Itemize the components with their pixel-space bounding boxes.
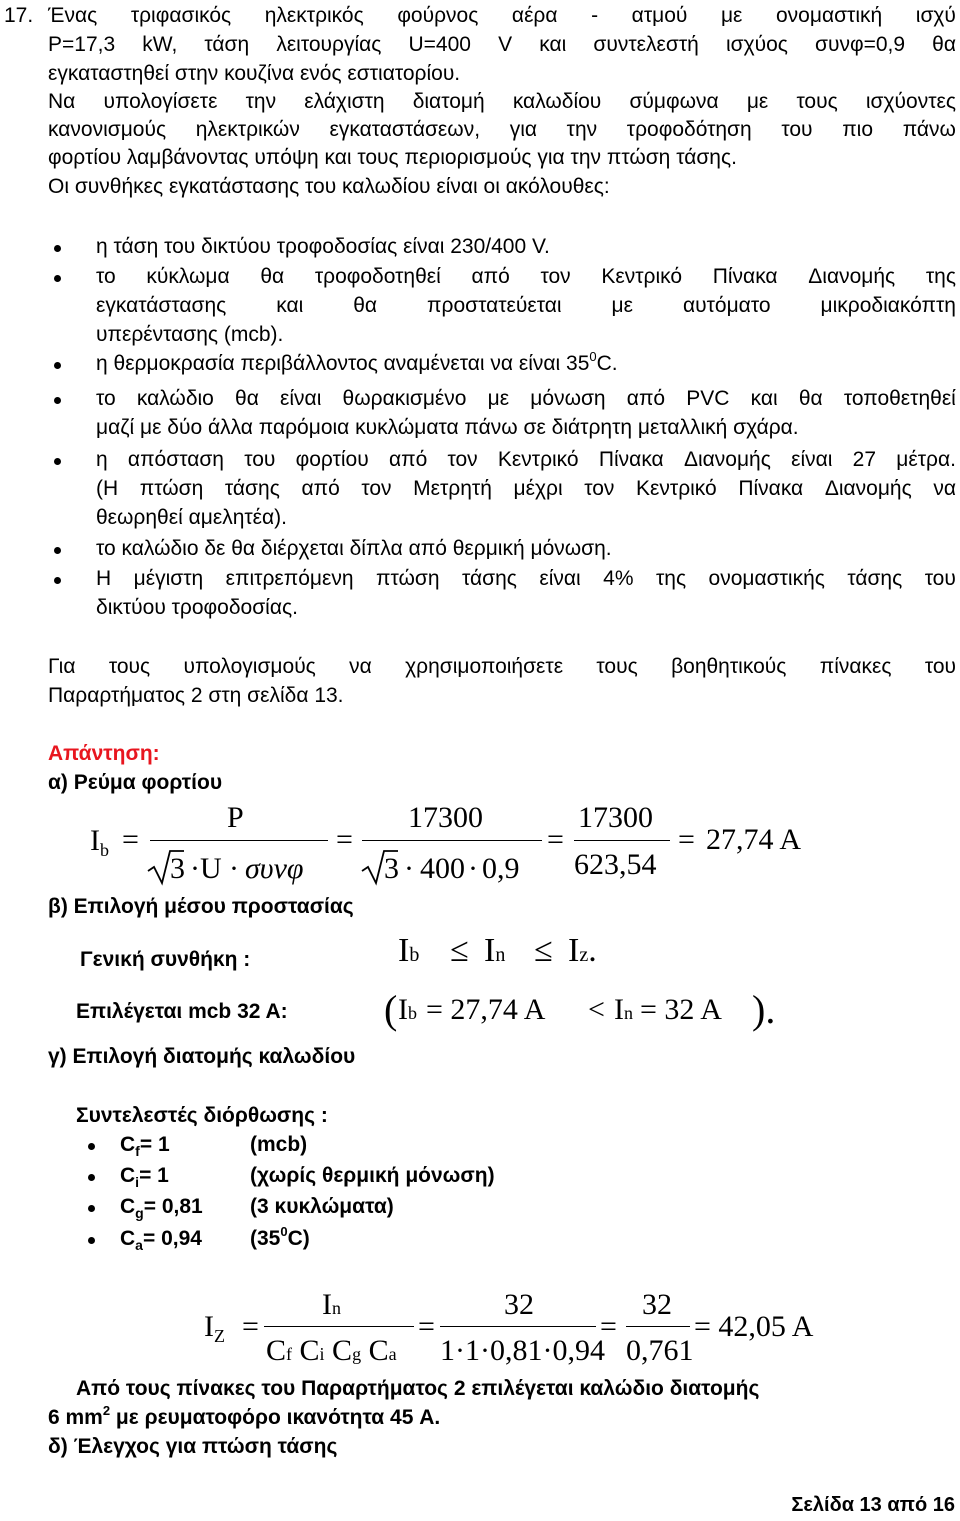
note-post: C) bbox=[287, 1227, 310, 1250]
word: θα bbox=[353, 294, 378, 317]
in-sub: n bbox=[495, 944, 506, 966]
voltage-u: U bbox=[200, 852, 222, 885]
factor-letter: C bbox=[120, 1195, 136, 1218]
word: τάσης bbox=[847, 567, 903, 590]
word: P=17,3 bbox=[48, 33, 116, 56]
word: Για bbox=[48, 655, 76, 678]
iz-letter: I bbox=[568, 932, 580, 969]
load-current-result: 27,74 A bbox=[706, 823, 802, 856]
instructions-line-1 bbox=[48, 655, 956, 679]
word: προστατεύεται bbox=[427, 294, 562, 317]
factor-ci bbox=[120, 1164, 169, 1188]
note-pre: (35 bbox=[250, 1227, 281, 1250]
word: η bbox=[96, 448, 108, 471]
dot-icon: · bbox=[404, 852, 414, 885]
ib-symbol bbox=[90, 824, 109, 858]
condition-distance-line-2 bbox=[96, 477, 956, 501]
temperature-text: η θερμοκρασία περιβάλλοντος αναμένεται να είναι 35 bbox=[96, 352, 590, 375]
word: Η bbox=[96, 567, 112, 590]
word: αέρα bbox=[511, 4, 558, 27]
word: μέτρα. bbox=[896, 448, 956, 471]
question-line-4 bbox=[48, 90, 956, 114]
word: Διανομής bbox=[808, 265, 896, 288]
in-letter: I bbox=[484, 932, 496, 969]
factor-letter: C bbox=[120, 1164, 136, 1187]
word: λειτουργίας bbox=[276, 33, 382, 56]
fraction-bar bbox=[440, 1326, 596, 1327]
ib-sub: b bbox=[100, 840, 109, 860]
word: 27 bbox=[852, 448, 877, 471]
mcb-selection-label: Επιλέγεται mcb 32 A: bbox=[76, 1000, 288, 1023]
word: ονομαστική bbox=[776, 4, 883, 27]
in-value: = 32 A bbox=[640, 993, 722, 1026]
section-c-title: γ) Επιλογή διατομής καλωδίου bbox=[48, 1045, 356, 1068]
word: απόσταση bbox=[127, 448, 224, 471]
word: κύκλωμα bbox=[146, 265, 230, 288]
word: - bbox=[591, 4, 599, 27]
word: τον bbox=[447, 448, 478, 471]
condition-distance-line-1 bbox=[96, 448, 956, 472]
degree-sup: 0 bbox=[589, 349, 597, 364]
condition-distance-line-3: θεωρηθεί αμελητέα). bbox=[96, 506, 288, 529]
fraction-bar bbox=[574, 840, 670, 841]
condition-circuit-line-1 bbox=[96, 265, 956, 289]
denominator-product: 1·1·0,81·0,94 bbox=[440, 1334, 605, 1367]
condition-voltage: η τάση του δικτύου τροφοδοσίας είναι 230/400 V. bbox=[96, 235, 550, 258]
word: Διανομής bbox=[824, 477, 912, 500]
question-line-3: εγκαταστηθεί στην κουζίνα ενός εστιατορίου. bbox=[48, 62, 461, 85]
factor-value: = 1 bbox=[139, 1164, 169, 1187]
word: 4% bbox=[603, 567, 634, 590]
word: τον bbox=[361, 477, 392, 500]
word: του bbox=[244, 448, 276, 471]
fraction-bar bbox=[150, 840, 328, 841]
word: PVC bbox=[686, 387, 730, 410]
word: τάσης bbox=[462, 567, 517, 590]
numerator-in bbox=[322, 1288, 341, 1322]
numerator-17300: 17300 bbox=[578, 801, 653, 834]
in-letter: I bbox=[614, 993, 624, 1026]
conclusion-line-2 bbox=[48, 1403, 441, 1430]
iz-sub: Z bbox=[214, 1326, 225, 1346]
condition-insulation: το καλώδιο δε θα διέρχεται δίπλα από θερμική μόνωση. bbox=[96, 537, 612, 560]
voltage-400: 400 bbox=[420, 852, 465, 885]
factor-sub: a bbox=[135, 1237, 143, 1253]
in-symbol bbox=[614, 993, 633, 1027]
equals-sign: = bbox=[678, 823, 695, 856]
word: τους bbox=[108, 655, 151, 678]
section-b-title: β) Επιλογή μέσου προστασίας bbox=[48, 895, 354, 918]
condition-cable-line-2: μαζί με δύο άλλα παρόμοια κυκλώματα πάνω σε διάτρητη μεταλλική σχάρα. bbox=[96, 416, 799, 439]
word: συνφ=0,9 bbox=[815, 33, 906, 56]
question-number: 17. bbox=[4, 4, 34, 27]
word: τους bbox=[596, 655, 638, 678]
word: συντελεστή bbox=[593, 33, 699, 56]
in-letter: I bbox=[322, 1288, 332, 1321]
word: τάση bbox=[204, 33, 250, 56]
word: το bbox=[96, 265, 116, 288]
factors-product bbox=[266, 1334, 397, 1368]
word: βοηθητικούς bbox=[671, 655, 787, 678]
word: ελάχιστη bbox=[304, 90, 385, 113]
c-letter: C bbox=[332, 1334, 353, 1367]
word: θα bbox=[235, 387, 259, 410]
bullet-icon bbox=[54, 458, 61, 465]
dot-icon: · bbox=[190, 852, 200, 885]
equals-sign: = bbox=[242, 1310, 259, 1343]
condition-temperature bbox=[96, 349, 618, 376]
word: μικροδιακόπτη bbox=[820, 294, 956, 317]
word: κανονισμούς bbox=[48, 118, 167, 141]
condition-drop-line-1 bbox=[96, 567, 956, 591]
word: Πίνακα bbox=[712, 265, 778, 288]
equals-sign: = bbox=[600, 1310, 617, 1343]
bullet-icon bbox=[54, 245, 61, 252]
word: το bbox=[96, 387, 116, 410]
word: ηλεκτρικός bbox=[264, 4, 364, 27]
word: (Η bbox=[96, 477, 119, 500]
factor-ci-note: (χωρίς θερμική μόνωση) bbox=[250, 1164, 495, 1187]
word: πτώση bbox=[376, 567, 440, 590]
denominator-62354: 623,54 bbox=[574, 848, 657, 881]
factor-letter: C bbox=[120, 1133, 136, 1156]
squared-sup: 2 bbox=[102, 1403, 111, 1418]
word: να bbox=[933, 477, 956, 500]
word: φούρνος bbox=[397, 4, 479, 27]
word: με bbox=[746, 90, 769, 113]
factor-cf-note: (mcb) bbox=[250, 1133, 308, 1156]
word: Πίνακα bbox=[738, 477, 804, 500]
general-condition-label: Γενική συνθήκη : bbox=[80, 948, 251, 971]
word: από bbox=[301, 477, 340, 500]
word: υπολογίσετε bbox=[103, 90, 218, 113]
word: του bbox=[924, 655, 956, 678]
word: V bbox=[498, 33, 513, 56]
in-sub: n bbox=[624, 1003, 633, 1023]
word: θωρακισμένο bbox=[342, 387, 467, 410]
section-a-title: α) Ρεύμα φορτίου bbox=[48, 771, 223, 794]
bullet-icon bbox=[54, 577, 61, 584]
ib-sub: b bbox=[408, 1003, 417, 1023]
ib-value: = 27,74 A bbox=[426, 993, 546, 1026]
pf-09: 0,9 bbox=[482, 852, 520, 885]
factor-sub: g bbox=[135, 1205, 144, 1221]
word: τάσης bbox=[224, 477, 280, 500]
word: καλωδίου bbox=[512, 90, 602, 113]
word: πτώση bbox=[139, 477, 204, 500]
iz-symbol bbox=[568, 932, 597, 970]
word: τροφοδοτηθεί bbox=[314, 265, 441, 288]
ib-symbol bbox=[398, 993, 417, 1027]
fraction-bar bbox=[362, 840, 542, 841]
word: και bbox=[750, 387, 778, 410]
word: και bbox=[539, 33, 567, 56]
degree-sup: 0 bbox=[280, 1224, 288, 1239]
period: . bbox=[588, 932, 597, 969]
word: την bbox=[245, 90, 277, 113]
word: Πίνακα bbox=[598, 448, 664, 471]
temperature-unit: C. bbox=[596, 352, 618, 375]
ib-letter: I bbox=[398, 932, 410, 969]
lt-sign: < bbox=[588, 993, 605, 1026]
word: για bbox=[509, 118, 537, 141]
word: καλώδιο bbox=[136, 387, 214, 410]
numerator-32: 32 bbox=[642, 1288, 672, 1321]
factor-value: = 1 bbox=[139, 1133, 170, 1156]
close-paren: ). bbox=[752, 987, 776, 1032]
question-line-2 bbox=[48, 33, 956, 57]
bullet-icon bbox=[54, 397, 61, 404]
fraction-bar bbox=[626, 1326, 690, 1327]
le-sign: ≤ bbox=[534, 932, 553, 969]
word: τροφοδότηση bbox=[626, 118, 752, 141]
c-sub: g bbox=[352, 1344, 362, 1364]
c-letter: C bbox=[266, 1334, 287, 1367]
word: από bbox=[471, 265, 510, 288]
word: με bbox=[720, 4, 743, 27]
word: από bbox=[388, 448, 428, 471]
iz-symbol bbox=[204, 1310, 225, 1344]
numerator-p: P bbox=[227, 801, 244, 834]
word: και bbox=[276, 294, 304, 317]
ib-sub: b bbox=[409, 944, 420, 966]
word: του bbox=[781, 118, 813, 141]
question-line-5 bbox=[48, 118, 956, 142]
word: θα bbox=[798, 387, 823, 410]
word: Κεντρικό bbox=[497, 448, 579, 471]
dot-icon: · bbox=[229, 852, 239, 885]
word: πίνακες bbox=[819, 655, 892, 678]
factor-sub: f bbox=[135, 1143, 140, 1159]
bullet-icon bbox=[88, 1143, 95, 1150]
factor-value: = 0,94 bbox=[142, 1227, 202, 1250]
condition-circuit-line-3: υπερέντασης (mcb). bbox=[96, 323, 284, 346]
word: μέγιστη bbox=[133, 567, 204, 590]
word: ισχύ bbox=[915, 4, 956, 27]
word: του bbox=[924, 567, 956, 590]
word: ηλεκτρικών bbox=[195, 118, 300, 141]
word: Κεντρικό bbox=[601, 265, 683, 288]
word: επιτρεπόμενη bbox=[225, 567, 354, 590]
word: πάνω bbox=[902, 118, 956, 141]
word: εγκατάστασης bbox=[96, 294, 227, 317]
c-letter: C bbox=[299, 1334, 320, 1367]
factor-ca bbox=[120, 1227, 202, 1251]
word: τους bbox=[796, 90, 838, 113]
factor-cf bbox=[120, 1133, 170, 1157]
question-line-6: φορτίου λαμβάνοντας υπόψη και τους περιορισμούς για την πτώση τάσης. bbox=[48, 146, 737, 169]
answer-heading: Απάντηση: bbox=[48, 742, 160, 765]
word: διατομή bbox=[412, 90, 485, 113]
bullet-icon bbox=[54, 547, 61, 554]
ampacity-text: με ρευματοφόρο ικανότητα 45 A. bbox=[110, 1406, 441, 1429]
cable-current-result: = 42,05 A bbox=[694, 1310, 814, 1343]
word: τριφασικός bbox=[130, 4, 232, 27]
word: τον bbox=[540, 265, 571, 288]
word: τον bbox=[584, 477, 615, 500]
cross-section: 6 mm bbox=[48, 1406, 103, 1429]
c-sub: a bbox=[388, 1344, 397, 1364]
word: θα bbox=[932, 33, 956, 56]
section-d-title: δ) Έλεγχος για πτώση τάσης bbox=[48, 1435, 338, 1458]
bullet-icon bbox=[88, 1205, 95, 1212]
iz-sub: z bbox=[579, 944, 589, 966]
word: τοποθετηθεί bbox=[843, 387, 956, 410]
factor-cg-note: (3 κυκλώματα) bbox=[250, 1195, 394, 1218]
word: φορτίου bbox=[295, 448, 369, 471]
word: είναι bbox=[791, 448, 833, 471]
denominator-0761: 0,761 bbox=[626, 1334, 694, 1367]
word: με bbox=[611, 294, 634, 317]
question-line-1 bbox=[48, 4, 956, 28]
iz-letter: I bbox=[204, 1310, 214, 1343]
word: μέχρι bbox=[513, 477, 563, 500]
in-symbol bbox=[484, 932, 505, 970]
ib-letter: I bbox=[398, 993, 408, 1026]
word: της bbox=[655, 567, 687, 590]
instructions-line-2: Παραρτήματος 2 στη σελίδα 13. bbox=[48, 684, 344, 707]
word: από bbox=[626, 387, 666, 410]
word: Μετρητή bbox=[413, 477, 492, 500]
bullet-icon bbox=[54, 362, 61, 369]
open-paren: ( bbox=[384, 987, 398, 1032]
fraction-bar bbox=[264, 1326, 414, 1327]
sqrt-3: 3 bbox=[384, 852, 399, 885]
bullet-icon bbox=[88, 1174, 95, 1181]
word: Διανομής bbox=[683, 448, 771, 471]
question-line-7: Οι συνθήκες εγκατάστασης του καλωδίου είναι οι ακόλουθες: bbox=[48, 175, 610, 198]
page-number: Σελίδα 13 από 16 bbox=[791, 1494, 955, 1516]
factor-sub: i bbox=[135, 1174, 140, 1190]
word: θα bbox=[260, 265, 285, 288]
bullet-icon bbox=[54, 275, 61, 282]
bullet-icon bbox=[88, 1237, 95, 1244]
word: U=400 bbox=[408, 33, 471, 56]
word: ισχύοντες bbox=[865, 90, 956, 113]
conclusion-line-1: Από τους πίνακες του Παραρτήματος 2 επιλέγεται καλώδιο διατομής bbox=[76, 1377, 760, 1400]
word: Κεντρικό bbox=[636, 477, 717, 500]
word: είναι bbox=[280, 387, 322, 410]
c-sub: f bbox=[286, 1344, 293, 1364]
word: υπολογισμούς bbox=[183, 655, 316, 678]
numerator-32: 32 bbox=[504, 1288, 534, 1321]
equals-sign: = bbox=[418, 1310, 435, 1343]
word: ισχύος bbox=[725, 33, 788, 56]
factor-letter: C bbox=[120, 1227, 136, 1250]
condition-circuit-line-2 bbox=[96, 294, 956, 318]
numerator-17300: 17300 bbox=[408, 801, 483, 834]
c-letter: C bbox=[368, 1334, 389, 1367]
equals-sign: = bbox=[547, 823, 564, 856]
in-sub: n bbox=[332, 1298, 341, 1318]
word: Να bbox=[48, 90, 76, 113]
power-factor-symbol: συνφ bbox=[245, 852, 304, 885]
word: με bbox=[487, 387, 510, 410]
dot-icon: · bbox=[468, 852, 478, 885]
word: kW, bbox=[142, 33, 178, 56]
word: ονομαστικής bbox=[708, 567, 825, 590]
word: αυτόματο bbox=[682, 294, 771, 317]
word: της bbox=[925, 265, 956, 288]
le-sign: ≤ bbox=[450, 932, 469, 969]
ib-symbol bbox=[398, 932, 419, 970]
word: να bbox=[349, 655, 372, 678]
equals-sign: = bbox=[336, 823, 353, 856]
condition-drop-line-2: δικτύου τροφοδοσίας. bbox=[96, 596, 298, 619]
c-sub: i bbox=[319, 1344, 325, 1364]
factor-value: = 0,81 bbox=[143, 1195, 203, 1218]
word: σύμφωνα bbox=[629, 90, 719, 113]
factor-cg bbox=[120, 1195, 203, 1219]
factor-ca-note bbox=[250, 1224, 310, 1251]
word: την bbox=[566, 118, 598, 141]
word: μόνωση bbox=[530, 387, 606, 410]
correction-factors-title: Συντελεστές διόρθωσης : bbox=[76, 1104, 328, 1127]
condition-cable-line-1 bbox=[96, 387, 956, 411]
word: χρησιμοποιήσετε bbox=[405, 655, 564, 678]
word: πιο bbox=[842, 118, 874, 141]
word: ατμού bbox=[631, 4, 688, 27]
word: είναι bbox=[539, 567, 581, 590]
equals-sign: = bbox=[122, 823, 139, 856]
ib-letter: I bbox=[90, 824, 100, 857]
word: εγκαταστάσεων, bbox=[329, 118, 481, 141]
word: Ένας bbox=[48, 4, 98, 27]
sqrt-3: 3 bbox=[170, 852, 185, 885]
